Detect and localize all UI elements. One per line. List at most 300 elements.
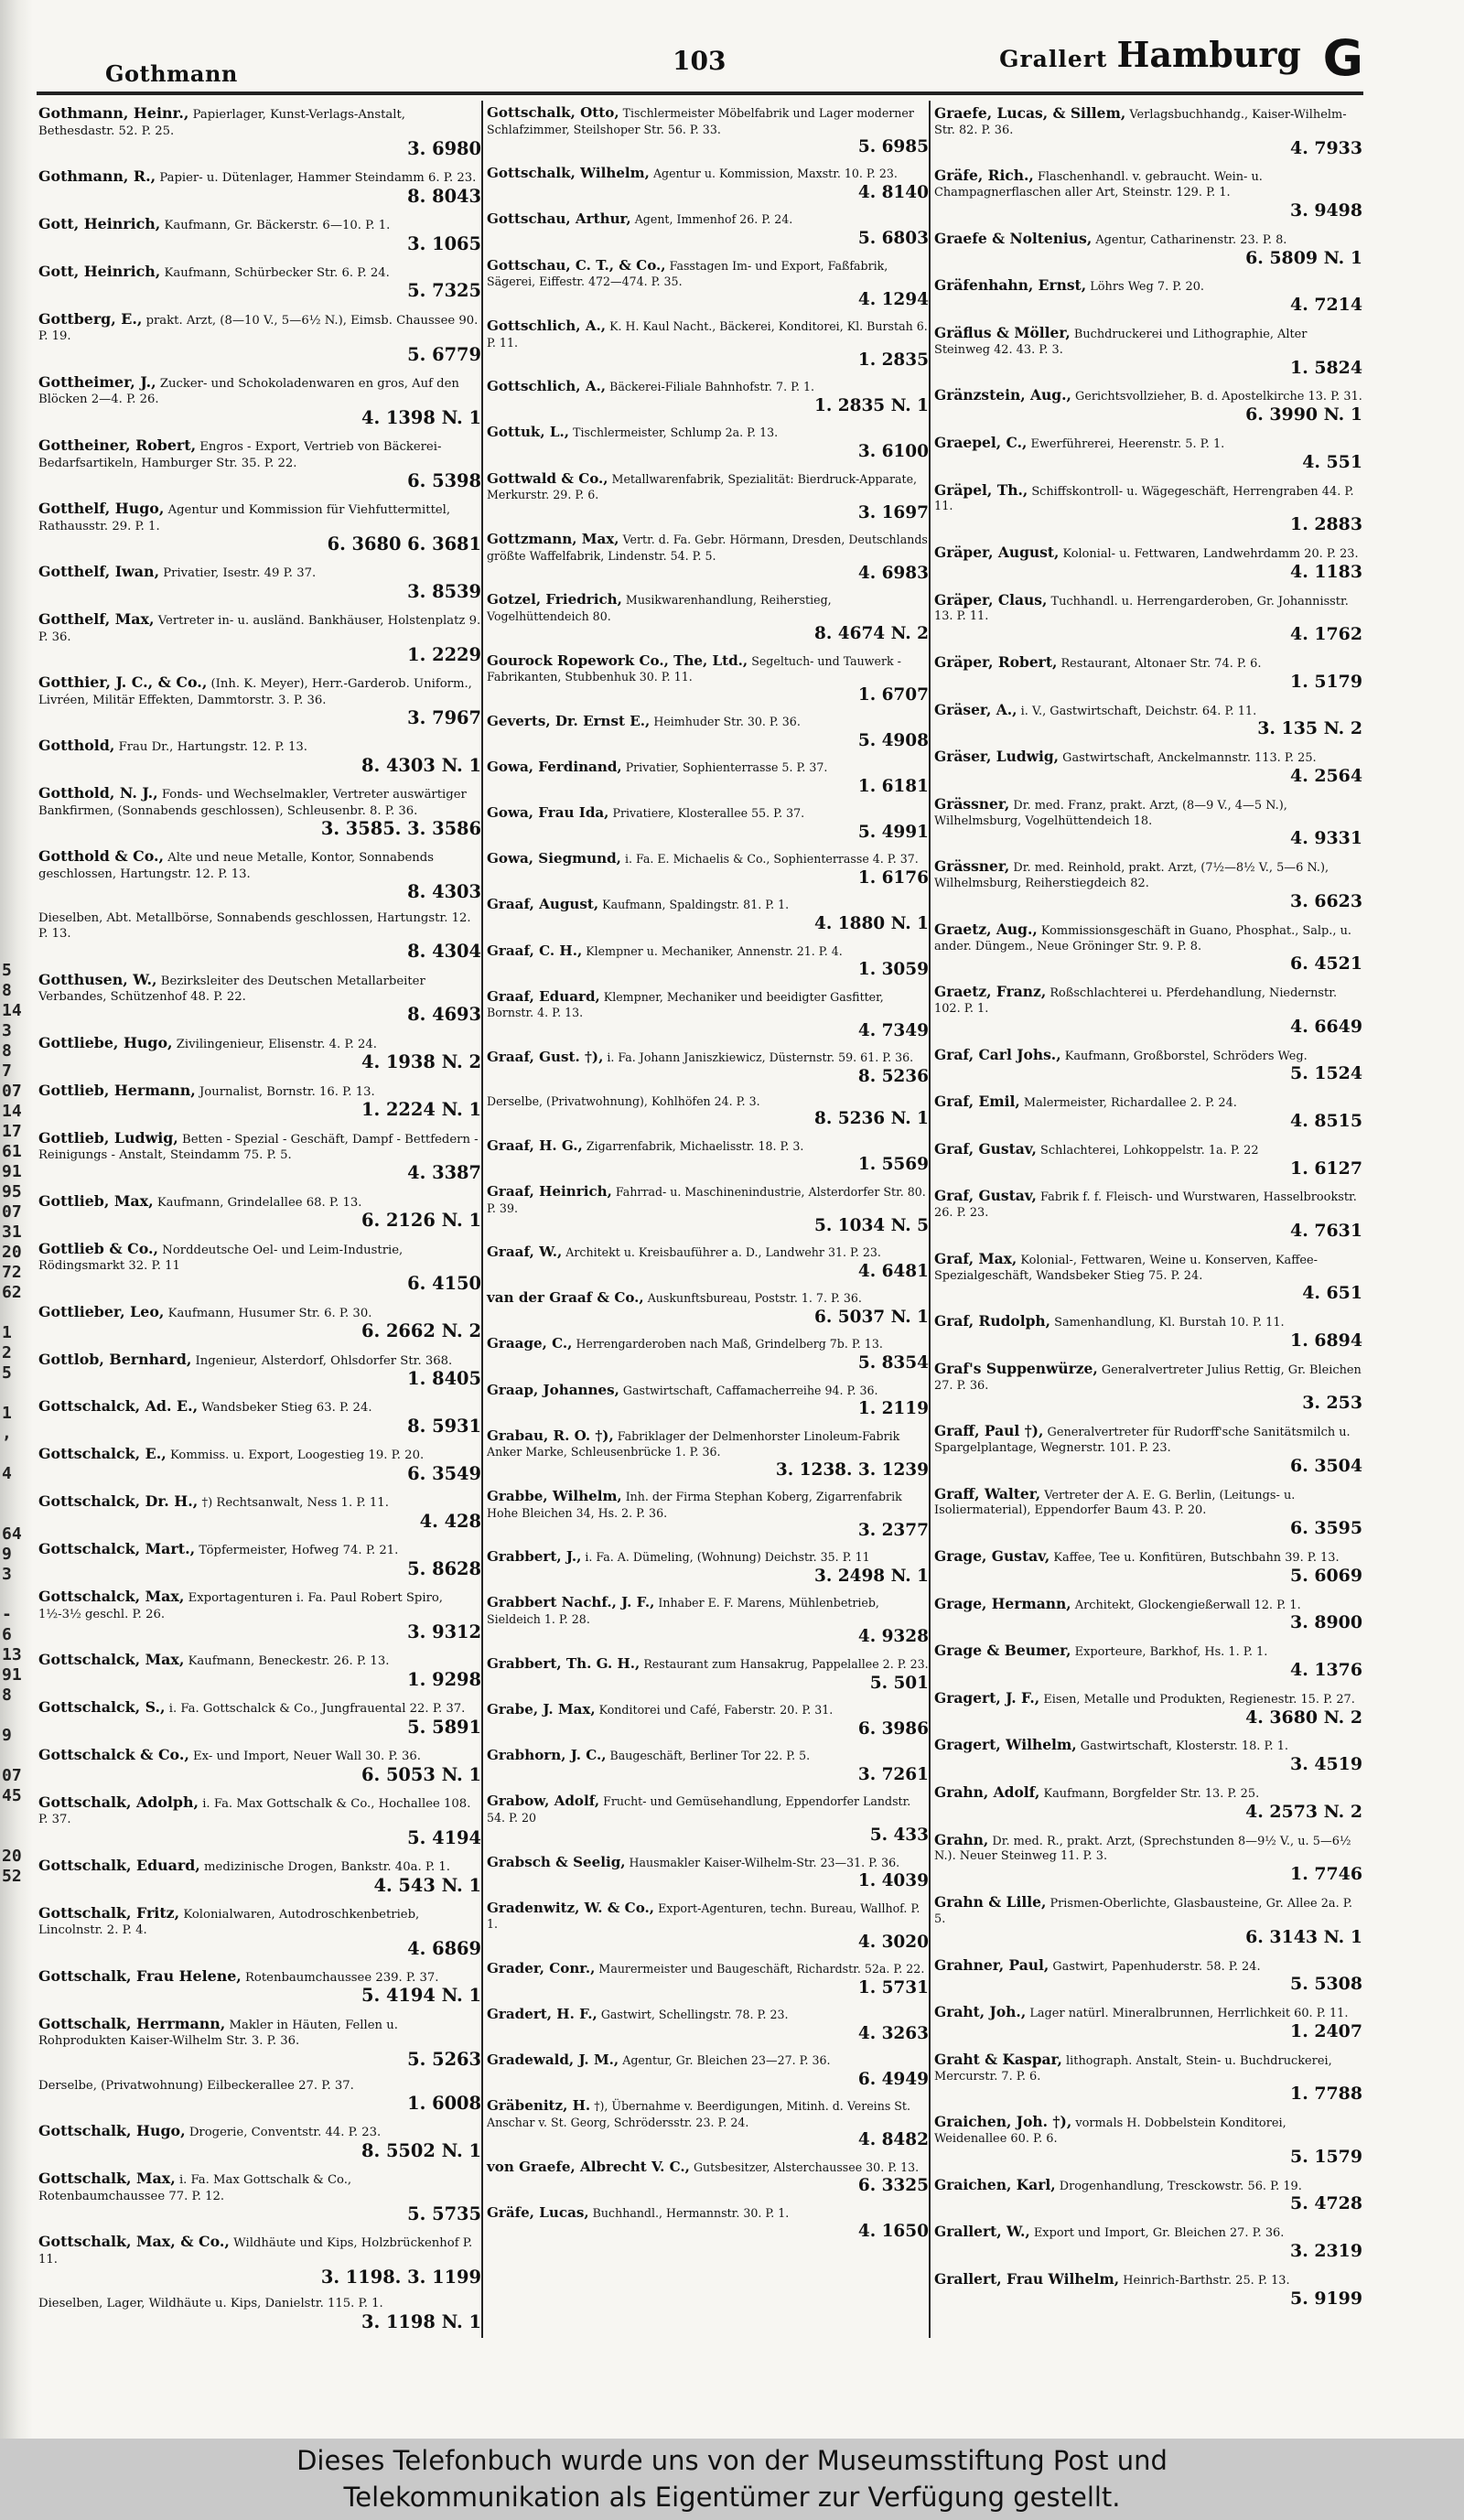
margin-fragment: 5: [2, 961, 12, 980]
entry-name: Graf, Rudolph,: [934, 1312, 1051, 1330]
directory-entry: [485, 985, 931, 1045]
phone-number: 5. 4728: [1290, 2193, 1362, 2214]
entry-name: Gottheimer, J.,: [38, 372, 156, 391]
directory-entry: [485, 1240, 931, 1286]
directory-entry: [37, 1489, 483, 1536]
directory-entry: [932, 1356, 1364, 1418]
directory-entry: [485, 587, 931, 648]
column-divider: [929, 101, 931, 2338]
entry-details: (Inh. K. Meyer), Herr.-Garderob. Uniform., Livréen, Militär Effekten, Dammtorstr. 3. P. 36.: [38, 677, 472, 707]
directory-entry: [932, 2047, 1364, 2109]
directory-entry: [932, 163, 1364, 225]
phone-number: 1. 6894: [1290, 1330, 1362, 1351]
header-first-name: Gothmann: [105, 60, 238, 87]
directory-entry: [932, 1638, 1364, 1685]
phone-number: 1. 6707: [857, 684, 929, 705]
phone-number: 4. 3387: [407, 1162, 481, 1184]
directory-entry: [485, 892, 931, 938]
entry-name: Grage, Gustav,: [934, 1546, 1050, 1565]
entry-name: Gräper, Robert,: [934, 653, 1058, 672]
entry-details: Agentur und Kommission für Viehfuttermittel, Rathausstr. 29. P. 1.: [38, 502, 451, 533]
phone-number: 1. 4039: [857, 1871, 929, 1891]
directory-entry: [37, 307, 483, 370]
directory-entry: [485, 2002, 931, 2048]
directory-entry: [932, 650, 1364, 697]
phone-number: 6. 4150: [407, 1273, 481, 1295]
entry-details: Dr. med. Reinhold, prakt. Arzt, (7½—8½ V., 5—6 N.), Wilhelmsburg, Reiherstiegdeich 82.: [934, 861, 1329, 891]
entry-name: Grage, Hermann,: [934, 1594, 1071, 1612]
directory-entry: [485, 207, 931, 253]
entry-details: Maurermeister und Baugeschäft, Richardstr. 52a. P. 22.: [598, 1961, 925, 1976]
directory-entry: [37, 1441, 483, 1489]
directory-entry: [37, 1901, 483, 1964]
entry-name: Grabau, R. O. †),: [487, 1427, 614, 1444]
entry-name: Gothmann, R.,: [38, 167, 156, 186]
entry-name: Graetz, Aug.,: [934, 920, 1038, 938]
entry-details: Inh. der Firma Stephan Koberg, Zigarrenfabrik Hohe Bleichen 34, Hs. 2. P. 36.: [487, 1489, 902, 1520]
entry-details: Heimhuder Str. 30. P. 36.: [653, 715, 801, 729]
phone-number: 1. 5731: [857, 1977, 929, 1998]
entry-details: Restaurant, Altonaer Str. 74. P. 6.: [1060, 657, 1262, 672]
entry-details: Kolonialwaren, Autodroschkenbetrieb, Lincolnstr. 2. P. 4.: [38, 1907, 420, 1938]
entry-details: Generalvertreter Julius Rettig, Gr. Bleichen 27. P. 36.: [934, 1362, 1362, 1393]
entry-name: Graaf, August,: [487, 896, 599, 913]
phone-number: 4. 9328: [857, 1627, 929, 1647]
directory-entry: [932, 1591, 1364, 1639]
entry-name: Gott, Heinrich,: [38, 262, 161, 280]
entry-name: Graf, Emil,: [934, 1093, 1020, 1111]
directory-entry: [485, 2201, 931, 2246]
entry-name: Gräflus & Möller,: [934, 324, 1071, 342]
directory-entry: [37, 433, 483, 496]
entry-name: Gotthelf, Max,: [38, 609, 155, 628]
phone-number: 4. 543 N. 1: [373, 1874, 481, 1896]
phone-number: 8. 5236 N. 1: [814, 1109, 929, 1129]
entry-name: Gottschalck & Co.,: [38, 1745, 189, 1763]
directory-entry: [37, 1742, 483, 1790]
directory-entry: [485, 2094, 931, 2154]
entry-name: Gottschalck, Max,: [38, 1588, 185, 1606]
entry-name: Gotthier, J. C., & Co.,: [38, 673, 208, 691]
entry-details: Gastwirt, Schellingstr. 78. P. 23.: [600, 2008, 789, 2022]
directory-entry: [932, 1246, 1364, 1308]
directory-entry: [485, 801, 931, 846]
phone-number: 1. 2883: [1290, 514, 1362, 535]
directory-entry: [932, 587, 1364, 650]
phone-number: 5. 1524: [1290, 1063, 1362, 1084]
directory-entry: [932, 697, 1364, 745]
margin-fragment: 64: [2, 1524, 22, 1544]
entry-name: Gränzstein, Aug.,: [934, 386, 1071, 404]
directory-entry: [485, 253, 931, 314]
entry-name: Grallert, W.,: [934, 2223, 1030, 2241]
entry-name: Gottschalk, Wilhelm,: [487, 165, 650, 182]
entry-details: Rotenbaumchaussee 239. P. 37.: [244, 1970, 439, 1985]
entry-name: Geverts, Dr. Ernst E.,: [487, 713, 651, 730]
entry-name: Gräper, August,: [934, 544, 1060, 562]
directory-entry: [37, 1347, 483, 1395]
entry-details: Auskunftsbureau, Poststr. 1. 7. P. 36.: [647, 1291, 862, 1306]
directory-entry: [932, 1544, 1364, 1591]
phone-number: 3. 6623: [1290, 890, 1362, 911]
entry-details: Fabrik f. f. Fleisch- und Wurstwaren, Hasselbrookstr. 26. P. 23.: [934, 1190, 1357, 1221]
entry-details: Gastwirtschaft, Klosterstr. 18. P. 1.: [1080, 1739, 1289, 1754]
directory-entry: [37, 2166, 483, 2229]
directory-entry: [932, 226, 1364, 274]
margin-fragment: 52: [2, 1867, 22, 1886]
entry-details: Betten - Spezial - Geschäft, Dampf - Bettfedern - Reinigungs - Anstalt, Steindamm 75. P. 5.: [38, 1132, 479, 1163]
column-2: [485, 101, 931, 2338]
phone-number: 5. 4194 N. 1: [361, 1985, 481, 2007]
entry-name: Graaf, W.,: [487, 1244, 563, 1261]
directory-entry: [485, 939, 931, 985]
margin-fragment: 07: [2, 1202, 22, 1222]
margin-fragment: 91: [2, 1665, 22, 1685]
directory-entry: [932, 2267, 1364, 2314]
directory-entry: [37, 164, 483, 211]
entry-details: Schlachterei, Lohkoppelstr. 1a. P. 22: [1040, 1143, 1259, 1158]
phone-number: 4. 6481: [857, 1261, 929, 1281]
entry-name: Grallert, Frau Wilhelm,: [934, 2269, 1120, 2288]
phone-number: 1. 2835 N. 1: [814, 396, 929, 416]
entry-details: Makler in Häuten, Fellen u. Rohprodukten Kaiser-Wilhelm Str. 3. P. 36.: [38, 2018, 398, 2049]
phone-number: 5. 8628: [407, 1557, 481, 1579]
directory-entry: [932, 478, 1364, 540]
entry-name: Gräpel, Th.,: [934, 480, 1028, 499]
margin-fragment: 61: [2, 1142, 22, 1161]
entry-name: Gottschalk, Max,: [38, 2170, 176, 2188]
margin-fragment: 91: [2, 1162, 22, 1181]
directory-entry: [37, 1695, 483, 1742]
entry-name: Grahner, Paul,: [934, 1955, 1050, 1974]
phone-number: 3. 1238. 3. 1239: [775, 1459, 929, 1480]
directory-entry: [37, 781, 483, 844]
phone-number: 5. 7325: [407, 280, 481, 302]
entry-details: Kaufmann, Großborstel, Schröders Weg.: [1064, 1049, 1308, 1063]
directory-entry: [932, 382, 1364, 430]
directory-entry: [37, 967, 483, 1030]
entry-details: Agentur u. Kommission, Maxstr. 10. P. 23.: [652, 167, 898, 181]
entry-name: Gräfenhahn, Ernst,: [934, 276, 1087, 295]
phone-number: 3. 1198 N. 1: [361, 2310, 481, 2332]
entry-name: Gowa, Frau Ida,: [487, 804, 609, 822]
entry-details: Zigarrenfabrik, Michaelisstr. 18. P. 3.: [586, 1138, 804, 1153]
directory-entry: [485, 1743, 931, 1789]
entry-name: Graf, Carl Johs.,: [934, 1045, 1061, 1063]
directory-entry: [37, 1299, 483, 1347]
entry-name: Gräper, Claus,: [934, 590, 1048, 608]
phone-number: 8. 8043: [407, 185, 481, 207]
margin-fragment: 95: [2, 1182, 22, 1201]
entry-details: Ingenieur, Alsterdorf, Ohlsdorfer Str. 368.: [195, 1353, 453, 1368]
directory-entry: [485, 1956, 931, 2002]
phone-number: 5. 433: [869, 1825, 929, 1846]
entry-name: Graff, Walter,: [934, 1484, 1041, 1502]
entry-name: Gottberg, E.,: [38, 309, 143, 328]
entry-details: Malermeister, Richardallee 2. P. 24.: [1023, 1096, 1237, 1111]
entry-details: Herrengarderoben nach Maß, Grindelberg 7b. P. 13.: [576, 1337, 883, 1352]
margin-fragment: 6: [2, 1625, 12, 1644]
entry-details: Generalvertreter für Rudorff'sche Sanitätsmilch u. Spargelplantage, Wegnerstr. 101. P. 23.: [934, 1426, 1351, 1455]
margin-fragment: -: [2, 1605, 12, 1624]
phone-number: 4. 6869: [407, 1937, 481, 1959]
entry-details: Fahrrad- u. Maschinenindustrie, Alsterdorfer Str. 80. P. 39.: [487, 1184, 926, 1215]
directory-entry: [485, 2048, 931, 2094]
entry-details: i. Fa. Gottschalck & Co., Jungfrauental 22. P. 37.: [168, 1702, 466, 1717]
phone-number: 4. 6649: [1290, 1016, 1362, 1037]
entry-details: i. Fa. E. Michaelis & Co., Sophienterrasse 4. P. 37.: [624, 852, 919, 867]
entry-details: Architekt u. Kreisbauführer a. D., Landwehr 31. P. 23.: [565, 1245, 881, 1260]
entry-details: Metallwarenfabrik, Spezialität: Bierdruck-Apparate, Merkurstr. 29. P. 6.: [487, 471, 918, 502]
entry-details: Privatier, Isestr. 49 P. 37.: [163, 566, 317, 581]
entry-details: Segeltuch- und Tauwerk - Fabrikanten, Stubbenhuk 30. P. 11.: [487, 653, 901, 684]
margin-fragment: 3: [2, 1565, 12, 1584]
entry-details: Vertreter der A. E. G. Berlin, (Leitungs- u. Isoliermaterial), Eppendorfer Baum 43. P. 20.: [934, 1488, 1296, 1518]
entry-name: Gotthusen, W.,: [38, 970, 157, 988]
entry-name: Gottschalck, E.,: [38, 1445, 167, 1463]
phone-number: 4. 1183: [1290, 561, 1362, 582]
entry-details: vormals H. Dobbelstein Konditorei, Weidenallee 60. P. 6.: [934, 2116, 1286, 2146]
phone-number: 1. 5824: [1290, 357, 1362, 378]
directory-entry: [37, 1790, 483, 1853]
phone-number: 4. 8515: [1290, 1110, 1362, 1131]
phone-number: 4. 1938 N. 2: [361, 1051, 481, 1073]
phone-number: 4. 551: [1302, 451, 1362, 472]
margin-fragment: [2, 1384, 29, 1404]
entry-name: Gottlieb, Max,: [38, 1191, 154, 1210]
directory-entry: [932, 1042, 1364, 1090]
phone-number: 6. 3325: [857, 2176, 929, 2196]
entry-details: Gastwirtschaft, Anckelmannstr. 113. P. 25.: [1062, 751, 1317, 766]
directory-entry: [485, 1652, 931, 1697]
directory-entry: [485, 467, 931, 527]
phone-number: 3. 2498 N. 1: [814, 1567, 929, 1587]
margin-fragment: 20: [2, 1847, 22, 1866]
phone-number: 4. 7933: [1290, 137, 1362, 158]
entry-name: Grässner,: [934, 794, 1010, 813]
phone-number: 3. 8539: [407, 580, 481, 602]
entry-name: Grahn & Lille,: [934, 1893, 1047, 1912]
directory-entry: [932, 854, 1364, 916]
directory-entry: [37, 101, 483, 164]
entry-details: Dieselben, Lager, Wildhäute u. Kips, Danielstr. 115. P. 1.: [38, 2297, 383, 2311]
entry-details: i. Fa. Johann Janiszkiewicz, Düsternstr. 59. 61. P. 36.: [607, 1050, 914, 1064]
phone-number: 1. 6127: [1290, 1158, 1362, 1179]
margin-fragment: [2, 1826, 29, 1847]
phone-number: 1. 9298: [407, 1668, 481, 1690]
directory-entry: [932, 101, 1364, 163]
directory-entry: [37, 1394, 483, 1441]
phone-number: 4. 1880 N. 1: [814, 914, 929, 934]
directory-entry: [37, 1125, 483, 1189]
entry-details: Kaufmann, Husumer Str. 6. P. 30.: [167, 1306, 372, 1320]
phone-number: 1. 5569: [857, 1155, 929, 1175]
directory-entry: [485, 1134, 931, 1179]
entry-details: Töpfermeister, Hofweg 74. P. 21.: [199, 1544, 399, 1558]
entry-name: Gottschlich, A.,: [487, 317, 607, 334]
header-last-name: [999, 33, 1301, 76]
entry-details: Tischlermeister, Schlump 2a. P. 13.: [573, 425, 779, 440]
footer-line-2: Telekommunikation als Eigentümer zur Verfügung gestellt.: [343, 2482, 1121, 2513]
directory-entry: [932, 1418, 1364, 1481]
column-3: [932, 101, 1364, 2338]
entry-name: Graht & Kaspar,: [934, 2050, 1062, 2068]
entry-details: Löhrs Weg 7. P. 20.: [1090, 280, 1205, 295]
entry-details: Frucht- und Gemüsehandlung, Eppendorfer Landstr. 54. P. 20: [487, 1794, 911, 1825]
entry-name: Gottliebe, Hugo,: [38, 1033, 173, 1051]
entry-name: Gottschalk, Hugo,: [38, 2122, 186, 2140]
entry-name: Graage, C.,: [487, 1335, 573, 1352]
entry-details: Zucker- und Schokoladenwaren en gros, Auf den Blöcken 2—4. P. 26.: [38, 376, 459, 407]
entry-details: Frau Dr., Hartungstr. 12. P. 13.: [118, 740, 307, 755]
entry-name: Graaf, Heinrich,: [487, 1182, 612, 1200]
entry-details: Kaufmann, Schürbecker Str. 6. P. 24.: [164, 265, 390, 280]
phone-number: 3. 9498: [1290, 199, 1362, 221]
entry-details: Buchhandl., Hermannstr. 30. P. 1.: [592, 2205, 790, 2220]
margin-fragment: 9: [2, 1545, 12, 1564]
directory-entry: [37, 1584, 483, 1647]
entry-details: Exporteure, Barkhof, Hs. 1. P. 1.: [1074, 1645, 1268, 1660]
directory-entry: [485, 374, 931, 420]
header-city: Hamburg: [1116, 34, 1301, 75]
directory-entry: [485, 755, 931, 801]
entry-details: Lager natürl. Mineralbrunnen, Herrlichkeit 60. P. 11.: [1029, 2007, 1349, 2021]
margin-fragment: 17: [2, 1122, 22, 1141]
phone-number: 5. 5891: [407, 1716, 481, 1738]
phone-number: 5. 4908: [857, 730, 929, 750]
entry-name: Grabbert, J.,: [487, 1548, 582, 1566]
directory-entry: [37, 670, 483, 733]
entry-details: Kaufmann, Borgfelder Str. 13. P. 25.: [1043, 1787, 1260, 1802]
entry-details: Gastwirtschaft, Caffamacherreihe 94. P. 36.: [622, 1383, 878, 1397]
entry-name: Grabsch & Seelig,: [487, 1853, 626, 1870]
entry-details: Papier- u. Dütenlager, Hammer Steindamm 6. P. 23.: [159, 171, 477, 186]
entry-name: Gottheiner, Robert,: [38, 436, 197, 454]
entry-details: Heinrich-Barthstr. 25. P. 13.: [1123, 2273, 1290, 2288]
entry-name: Gottlieb, Ludwig,: [38, 1128, 178, 1147]
phone-number: 3. 3585. 3. 3586: [320, 817, 481, 839]
phone-number: 4. 1398 N. 1: [361, 406, 481, 428]
directory-entry: [37, 1236, 483, 1299]
directory-entry: [37, 370, 483, 433]
entry-details: Architekt, Glockengießerwall 12. P. 1.: [1074, 1598, 1301, 1612]
directory-entry: [932, 792, 1364, 854]
entry-name: Grabe, J. Max,: [487, 1700, 596, 1718]
entry-details: Privatier, Sophienterrasse 5. P. 37.: [625, 760, 828, 775]
phone-number: 4. 651: [1302, 1283, 1362, 1304]
phone-number: 5. 1579: [1290, 2146, 1362, 2167]
entry-details: Engros - Export, Vertrieb von Bäckerei-Bedarfsartikeln, Hamburger Str. 35. P. 22.: [38, 439, 442, 470]
directory-entry: [485, 314, 931, 374]
entry-details: Eisen, Metalle und Produkten, Regienestr. 15. P. 27.: [1043, 1692, 1355, 1707]
phone-number: 1. 2407: [1290, 2020, 1362, 2041]
margin-fragment: 07: [2, 1766, 22, 1785]
directory-entry: [485, 1378, 931, 1424]
directory-entry: [485, 1331, 931, 1377]
directory-entry: [932, 1183, 1364, 1245]
phone-number: 1. 2224 N. 1: [361, 1099, 481, 1121]
entry-name: Graichen, Joh. †),: [934, 2113, 1072, 2131]
previous-page-margin-fragments: [2, 961, 29, 1887]
entry-name: Gottlieber, Leo,: [38, 1302, 165, 1320]
directory-entry: [37, 1853, 483, 1901]
entry-details: Prismen-Oberlichte, Glasbausteine, Gr. Allee 2a. P. 5.: [934, 1897, 1352, 1926]
entry-name: Grahn, Adolf,: [934, 1783, 1040, 1802]
directory-entry: [485, 1789, 931, 1849]
phone-number: 6. 3504: [1290, 1455, 1362, 1476]
directory-entry: [932, 2109, 1364, 2171]
directory-entry: [485, 1424, 931, 1484]
phone-number: 3. 1697: [857, 502, 929, 522]
entry-name: Gradewald, J. M.,: [487, 2052, 619, 2069]
phone-number: 6. 2126 N. 1: [361, 1210, 481, 1232]
entry-name: Gottzmann, Max,: [487, 530, 619, 547]
entry-name: Grabbert Nachf., J. F.,: [487, 1594, 655, 1611]
entry-name: Graf, Gustav,: [934, 1139, 1037, 1158]
phone-number: 6. 5053 N. 1: [361, 1763, 481, 1785]
entry-details: Bezirksleiter des Deutschen Metallarbeiter Verbandes, Schützenhof 48. P. 22.: [38, 974, 425, 1005]
entry-name: Gräfe, Lucas,: [487, 2203, 589, 2221]
margin-fragment: 14: [2, 1001, 22, 1020]
directory-entry: [485, 1091, 931, 1134]
directory-entry: [932, 320, 1364, 382]
margin-fragment: [2, 1806, 29, 1826]
directory-entry: [37, 844, 483, 907]
margin-fragment: 2: [2, 1343, 12, 1362]
entry-details: Kaufmann, Beneckestr. 26. P. 13.: [188, 1654, 390, 1669]
entry-details: i. Fa. Max Gottschalk & Co., Rotenbaumchaussee 77. P. 12.: [38, 2173, 352, 2203]
directory-entry: [932, 1953, 1364, 2000]
directory-entry: [37, 559, 483, 607]
phone-number: 1. 2835: [857, 350, 929, 370]
entry-details: †), Übernahme v. Beerdigungen, Mitinh. d. Vereins St. Anschar v. St. Georg, Schrödersstr. 23. P. 24.: [487, 2099, 910, 2129]
phone-number: 5. 5263: [407, 2048, 481, 2070]
entry-details: Kaufmann, Gr. Bäckerstr. 6—10. P. 1.: [164, 218, 391, 232]
phone-number: 6. 5037 N. 1: [814, 1308, 929, 1328]
directory-entry: [37, 1536, 483, 1584]
entry-name: van der Graaf & Co.,: [487, 1289, 644, 1307]
directory-entry: [485, 1697, 931, 1743]
entry-name: Graf, Max,: [934, 1249, 1017, 1267]
directory-entry: [485, 161, 931, 207]
directory-entry: [37, 2118, 483, 2166]
phone-number: 4. 8140: [857, 183, 929, 203]
entry-details: Kaffee, Tee u. Konfitüren, Butschbahn 39. P. 13.: [1053, 1550, 1340, 1565]
phone-number: 3. 8900: [1290, 1612, 1362, 1633]
entry-details: Bäckerei-Filiale Bahnhofstr. 7. P. 1.: [609, 380, 815, 394]
entry-details: Konditorei und Café, Faberstr. 20. P. 31.: [598, 1702, 834, 1717]
phone-number: 6. 5809 N. 1: [1245, 247, 1362, 268]
margin-fragment: 8: [2, 981, 12, 1000]
margin-fragment: 14: [2, 1102, 22, 1121]
phone-number: 3. 6100: [857, 442, 929, 462]
directory-entry: [37, 733, 483, 781]
directory-entry: [37, 211, 483, 259]
page-number: 103: [673, 46, 727, 76]
entry-details: Kolonial- u. Fettwaren, Landwehrdamm 20. P. 23.: [1062, 547, 1359, 562]
directory-entry: [932, 273, 1364, 320]
entry-details: Gastwirt, Papenhuderstr. 58. P. 24.: [1052, 1959, 1261, 1974]
phone-number: 8. 4303 N. 1: [361, 754, 481, 776]
entry-details: Kaufmann, Grindelallee 68. P. 13.: [156, 1195, 362, 1210]
entry-name: Graaf, Eduard,: [487, 987, 600, 1005]
phone-number: 8. 4674 N. 2: [814, 624, 929, 644]
phone-number: 4. 6983: [857, 563, 929, 583]
entry-name: Gottschalk, Otto,: [487, 104, 619, 121]
entry-details: Agentur, Gr. Bleichen 23—27. P. 36.: [622, 2053, 831, 2068]
entry-name: Gottschalk, Max, & Co.,: [38, 2233, 230, 2251]
directory-entry: [932, 2172, 1364, 2220]
